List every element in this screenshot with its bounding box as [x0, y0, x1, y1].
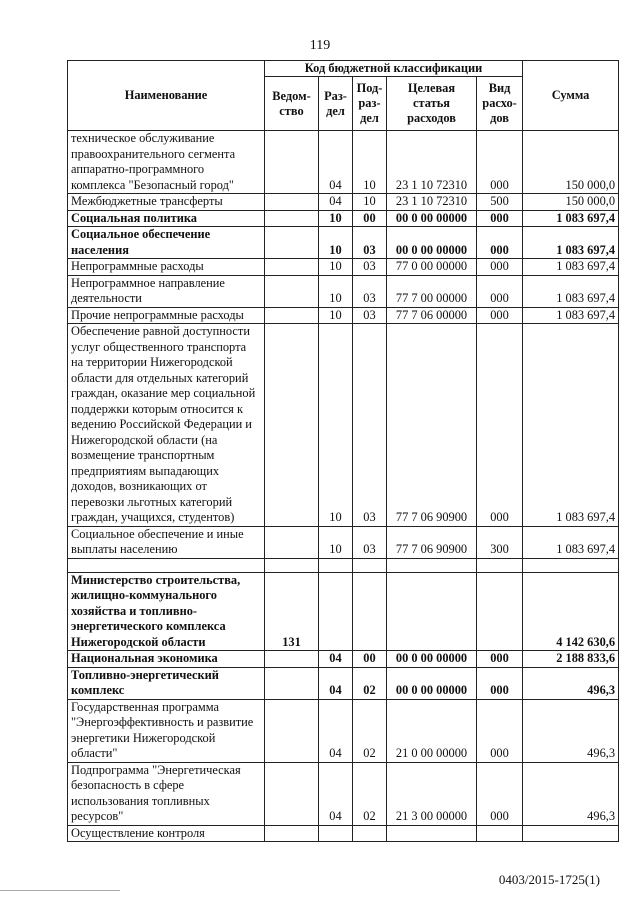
cell-target: 77 7 06 90900: [387, 324, 477, 527]
table-row: [68, 307, 619, 324]
cell-podrazdel: 10: [353, 131, 387, 194]
document-code: 0403/2015-1725(1): [498, 872, 600, 887]
cell-vid: 300: [477, 526, 523, 558]
header-vid: Вид расхо- дов: [477, 77, 523, 131]
cell-ved: [265, 699, 319, 762]
cell-name: Непрограммное направление деятельности: [68, 275, 265, 307]
cell-sum: 150 000,0: [523, 194, 619, 211]
cell-ved: [265, 307, 319, 324]
cell-target: 77 0 00 00000: [387, 259, 477, 276]
cell-vid: 000: [477, 667, 523, 699]
cell-target: 77 7 06 90900: [387, 526, 477, 558]
cell-name: Социальное обеспечение населения: [68, 227, 265, 259]
cell-ved: [265, 275, 319, 307]
cell-podrazdel: [353, 572, 387, 651]
cell-razdel: 10: [319, 259, 353, 276]
table-row: [68, 259, 619, 276]
cell-name: техническое обслуживание правоохранительного сегмента аппаратно-программного комплекса "Безопасный город": [68, 131, 265, 194]
cell-vid: 000: [477, 210, 523, 227]
empty-cell: [265, 558, 319, 572]
cell-podrazdel: 02: [353, 762, 387, 825]
header-target: Целевая статья расходов: [387, 77, 477, 131]
cell-podrazdel: 03: [353, 275, 387, 307]
budget-table: [67, 60, 619, 842]
table-row: [68, 275, 619, 307]
empty-cell: [477, 558, 523, 572]
cell-razdel: 10: [319, 324, 353, 527]
empty-cell: [319, 558, 353, 572]
cell-name: Социальная политика: [68, 210, 265, 227]
table-row: [68, 651, 619, 668]
table-row: [68, 762, 619, 825]
cell-razdel: 04: [319, 651, 353, 668]
cell-sum: 496,3: [523, 667, 619, 699]
cell-vid: 000: [477, 259, 523, 276]
cell-sum: 1 083 697,4: [523, 275, 619, 307]
bottom-rule: [0, 890, 120, 891]
cell-target: 77 7 00 00000: [387, 275, 477, 307]
cell-vid: 000: [477, 307, 523, 324]
cell-sum: [523, 825, 619, 842]
cell-ved: [265, 526, 319, 558]
cell-razdel: 10: [319, 210, 353, 227]
spacer-row: [68, 558, 619, 572]
cell-name: Непрограммные расходы: [68, 259, 265, 276]
table-row: [68, 194, 619, 211]
cell-razdel: 10: [319, 307, 353, 324]
cell-target: 00 0 00 00000: [387, 667, 477, 699]
table-row: [68, 667, 619, 699]
cell-name: Министерство строительства, жилищно-коммунального хозяйства и топливно-энергетического комплекса Нижегородской области: [68, 572, 265, 651]
empty-cell: [68, 558, 265, 572]
cell-sum: 150 000,0: [523, 131, 619, 194]
cell-ved: [265, 825, 319, 842]
cell-sum: 1 083 697,4: [523, 324, 619, 527]
cell-podrazdel: [353, 825, 387, 842]
table-row: [68, 324, 619, 527]
empty-cell: [523, 558, 619, 572]
table-row: [68, 699, 619, 762]
cell-target: [387, 572, 477, 651]
cell-ved: [265, 762, 319, 825]
cell-name: Обеспечение равной доступности услуг общественного транспорта на территории Нижегородской области для отдельных категорий граждан, оказание мер социальной поддержки которым относится к ведению Российской Федерации и Нижегородской области (на возмещение транспортным предприятиям выпадающих доходов, возникающих от перевозки льготных категорий граждан, учащихся, студентов): [68, 324, 265, 527]
cell-razdel: 04: [319, 667, 353, 699]
cell-sum: 496,3: [523, 699, 619, 762]
empty-cell: [353, 558, 387, 572]
table-row: [68, 227, 619, 259]
cell-razdel: 04: [319, 194, 353, 211]
cell-razdel: 04: [319, 762, 353, 825]
cell-name: Государственная программа "Энергоэффективность и развитие энергетики Нижегородской области": [68, 699, 265, 762]
cell-target: [387, 825, 477, 842]
cell-podrazdel: 03: [353, 526, 387, 558]
cell-razdel: 10: [319, 227, 353, 259]
cell-ved: [265, 227, 319, 259]
cell-sum: 2 188 833,6: [523, 651, 619, 668]
cell-target: 21 3 00 00000: [387, 762, 477, 825]
cell-name: Социальное обеспечение и иные выплаты населению: [68, 526, 265, 558]
cell-vid: 000: [477, 324, 523, 527]
cell-razdel: 04: [319, 131, 353, 194]
table-row: [68, 526, 619, 558]
cell-podrazdel: 02: [353, 667, 387, 699]
table-body: [68, 131, 619, 842]
cell-razdel: [319, 572, 353, 651]
header-code-group: Код бюджетной классификации: [265, 61, 523, 77]
table-row: [68, 210, 619, 227]
cell-podrazdel: 03: [353, 307, 387, 324]
cell-vid: 500: [477, 194, 523, 211]
cell-podrazdel: 00: [353, 210, 387, 227]
cell-name: Подпрограмма "Энергетическая безопасность в сфере использования топливных ресурсов": [68, 762, 265, 825]
cell-vid: 000: [477, 762, 523, 825]
cell-name: Национальная экономика: [68, 651, 265, 668]
cell-vid: [477, 572, 523, 651]
cell-sum: 496,3: [523, 762, 619, 825]
cell-vid: [477, 825, 523, 842]
cell-target: 23 1 10 72310: [387, 194, 477, 211]
cell-vid: 000: [477, 651, 523, 668]
cell-podrazdel: 10: [353, 194, 387, 211]
cell-sum: 1 083 697,4: [523, 210, 619, 227]
empty-cell: [387, 558, 477, 572]
cell-sum: 1 083 697,4: [523, 526, 619, 558]
cell-razdel: [319, 825, 353, 842]
cell-target: 77 7 06 00000: [387, 307, 477, 324]
cell-razdel: 10: [319, 275, 353, 307]
header-name: Наименование: [68, 61, 265, 131]
cell-ved: [265, 324, 319, 527]
cell-sum: 1 083 697,4: [523, 307, 619, 324]
cell-podrazdel: 03: [353, 227, 387, 259]
cell-target: 00 0 00 00000: [387, 210, 477, 227]
cell-sum: 4 142 630,6: [523, 572, 619, 651]
cell-target: 00 0 00 00000: [387, 651, 477, 668]
cell-target: 23 1 10 72310: [387, 131, 477, 194]
cell-target: 00 0 00 00000: [387, 227, 477, 259]
cell-vid: 000: [477, 227, 523, 259]
cell-ved: 131: [265, 572, 319, 651]
table-row: [68, 131, 619, 194]
cell-razdel: 10: [319, 526, 353, 558]
header-vedomstvo: Ведом- ство: [265, 77, 319, 131]
cell-vid: 000: [477, 699, 523, 762]
cell-ved: [265, 259, 319, 276]
cell-ved: [265, 210, 319, 227]
cell-sum: 1 083 697,4: [523, 259, 619, 276]
cell-ved: [265, 667, 319, 699]
cell-ved: [265, 194, 319, 211]
cell-name: Межбюджетные трансферты: [68, 194, 265, 211]
cell-target: 21 0 00 00000: [387, 699, 477, 762]
cell-name: Топливно-энергетический комплекс: [68, 667, 265, 699]
cell-name: Прочие непрограммные расходы: [68, 307, 265, 324]
cell-name: Осуществление контроля: [68, 825, 265, 842]
header-podrazdel: Под- раз- дел: [353, 77, 387, 131]
header-sum: Сумма: [523, 61, 619, 131]
header-razdel: Раз- дел: [319, 77, 353, 131]
cell-podrazdel: 03: [353, 324, 387, 527]
cell-ved: [265, 131, 319, 194]
cell-podrazdel: 00: [353, 651, 387, 668]
cell-ved: [265, 651, 319, 668]
cell-podrazdel: 02: [353, 699, 387, 762]
cell-podrazdel: 03: [353, 259, 387, 276]
table-row: [68, 825, 619, 842]
cell-razdel: 04: [319, 699, 353, 762]
cell-sum: 1 083 697,4: [523, 227, 619, 259]
page-number: 119: [309, 38, 331, 53]
cell-vid: 000: [477, 131, 523, 194]
table-row: [68, 572, 619, 651]
cell-vid: 000: [477, 275, 523, 307]
